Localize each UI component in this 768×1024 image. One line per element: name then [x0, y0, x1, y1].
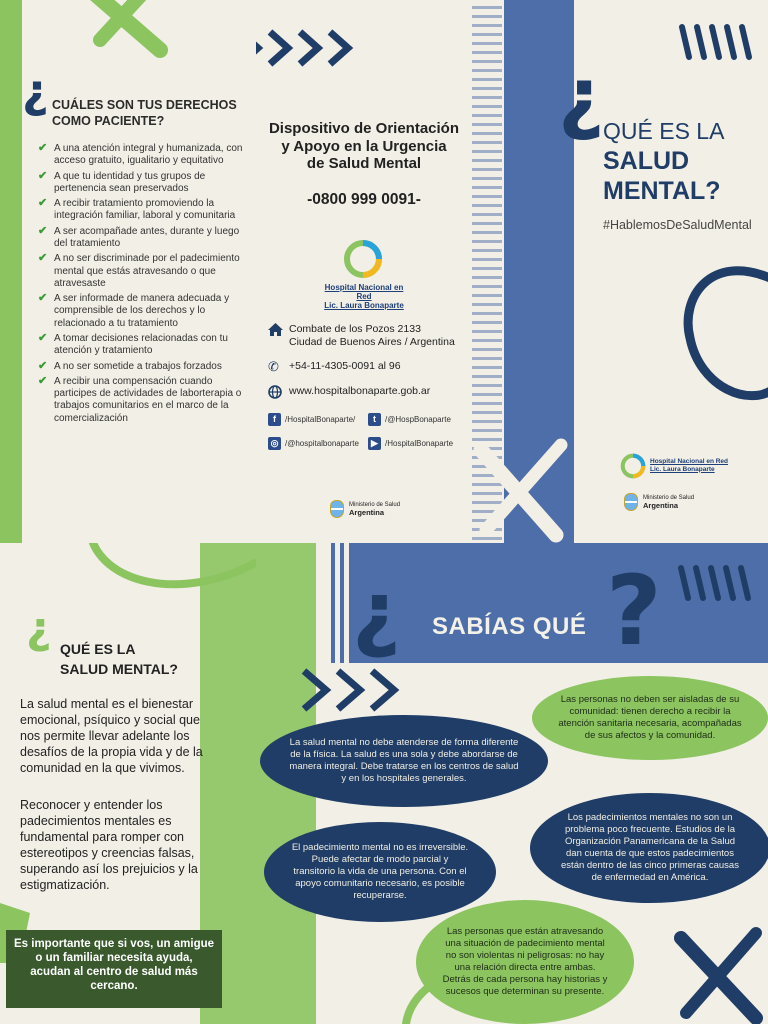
rights-item: ✔ A que tu identidad y tus grupos de pertenencia sean preservados: [38, 169, 206, 194]
facebook-icon: f: [268, 413, 281, 426]
blue-paint-band: [346, 543, 768, 663]
cover-title: QUÉ ES LA SALUD MENTAL?: [603, 118, 725, 205]
youtube-icon: ▶: [368, 437, 381, 450]
blue-paint-band-edge: [326, 543, 350, 663]
slashes-icon: [677, 22, 767, 62]
rights-item: ✔ A una atención integral y humanizada, con acceso gratuito, igualitario y equitativo: [38, 142, 243, 167]
check-icon: ✔: [38, 359, 48, 372]
slashes-icon: [676, 563, 768, 603]
facebook-link[interactable]: f /HospitalBonaparte/: [268, 413, 355, 426]
argentina-shield-icon: [624, 493, 638, 511]
instagram-icon: ◎: [268, 437, 281, 450]
globe-icon: [268, 385, 284, 403]
helpline-phone: -0800 999 0091-: [307, 191, 421, 208]
fact-bubble: Las personas no deben ser aisladas de su comunidad: tienen derecho a recibir la atención sanitaria necesaria, acompañadas de sus afectos y la comunidad.: [532, 676, 768, 760]
x-brush-icon: [75, 0, 175, 60]
question-mark-icon: ¿: [558, 50, 605, 143]
what-is-title: QUÉ ES LA SALUD MENTAL?: [60, 641, 178, 677]
x-brush-icon: [666, 923, 768, 1024]
rights-item: ✔ A no ser discriminade por el padecimiento mental que estás atravesando o que atravesaste: [38, 252, 240, 289]
what-is-paragraph-1: La salud mental es el bienestar emocional, psíquico y social que nos permite llevar adelante los desafíos de la propia vida y de la comunidad en la que vivimos.: [20, 697, 203, 775]
address-row: Combate de los Pozos 2133 Ciudad de Buenos Aires / Argentina: [268, 323, 455, 349]
check-icon: ✔: [38, 331, 48, 344]
rights-item: ✔ A ser acompañade antes, durante y luego del tratamiento: [38, 224, 240, 249]
hospital-name: Hospital Nacional en Red Lic. Laura Bonaparte: [650, 458, 729, 473]
rights-item: ✔ A ser informade de manera adecuada y comprensible de los derechos y lo relacionado a tu tratamiento: [38, 292, 230, 329]
what-is-paragraph-2: Reconocer y entender los padecimientos mentales es fundamental para romper con estereotipos y creencias falsas, superando así los prejuicios y la estigmatización.: [20, 798, 198, 892]
fact-bubble: El padecimiento mental no es irreversible. Puede afectar de modo parcial y transitorio la vida de una persona. Con el apoyo comunitario necesario, es posible recuperarse.: [264, 822, 496, 922]
question-mark-close-icon: ?: [606, 555, 662, 667]
contact-panel: [256, 0, 472, 543]
check-icon: ✔: [38, 197, 48, 210]
green-paint-strip: [0, 0, 22, 543]
website-link[interactable]: www.hospitalbonaparte.gob.ar: [289, 385, 431, 397]
fact-bubble: Los padecimientos mentales no son un problema poco frecuente. Estudios de la Organización Panamericana de la Salud dan cuenta de que estos padecimientos están dentro de las cinco primeras causas de enfermedad en América.: [530, 793, 768, 903]
check-icon: ✔: [38, 224, 48, 237]
instagram-link[interactable]: ◎ /@hospitalbonaparte: [268, 437, 359, 450]
fact-bubble: La salud mental no debe atenderse de forma diferente de la física. La salud es una sola y debe abordarse de manera integral. Debe tratarse en los centros de salud y en los hospitales generales.: [260, 715, 548, 807]
contact-title: Dispositivo de Orientación y Apoyo en la Urgencia de Salud Mental: [268, 120, 460, 172]
phone-row: ✆ +54-11-4305-0091 al 96: [268, 359, 401, 374]
check-icon: ✔: [38, 169, 48, 182]
rights-item: ✔ A recibir tratamiento promoviendo la integración familiar, laboral y comunitaria: [38, 197, 236, 222]
x-brush-icon: [472, 430, 576, 543]
fact-bubble: Las personas que están atravesando una situación de padecimiento mental no son violentas ni peligrosas: no hay una relación directa entre ambas. Detrás de cada persona hay historias y sucesos que determinan su presente.: [416, 900, 634, 1024]
check-icon: ✔: [38, 292, 48, 305]
rights-item: ✔ A recibir una compensación cuando participes de actividades de laborterapia o trabajos comunitarios en el marco de la comercialización: [38, 374, 242, 424]
twitter-icon: t: [368, 413, 381, 426]
argentina-shield-icon: [330, 500, 344, 518]
rights-item: ✔ A tomar decisiones relacionadas con tu atención y tratamiento: [38, 331, 228, 357]
hashtag: #HablemosDeSaludMental: [603, 218, 752, 232]
check-icon: ✔: [38, 142, 48, 154]
rights-item: ✔ A no ser sometide a trabajos forzados: [38, 359, 222, 372]
rights-list: [38, 143, 252, 428]
check-icon: ✔: [38, 374, 48, 387]
help-callout: Es importante que si vos, un amigue o un familiar necesita ayuda, acudan al centro de salud más cercano.: [6, 930, 222, 1008]
phone-icon: ✆: [268, 359, 279, 374]
hospital-name: Hospital Nacional en Red Lic. Laura Bonaparte: [324, 283, 404, 310]
home-icon: [268, 323, 284, 340]
circle-brush-icon: [80, 543, 256, 603]
hospital-logo-icon: [620, 453, 646, 479]
rights-panel: [0, 0, 256, 543]
rights-title: CUÁLES SON TUS DERECHOS COMO PACIENTE?: [52, 98, 237, 128]
cover-panel: [472, 0, 768, 543]
question-mark-open-icon: ¿: [352, 563, 401, 661]
what-is-panel: [0, 543, 256, 1024]
youtube-link[interactable]: ▶ /HospitalBonaparte: [368, 437, 453, 450]
question-mark-icon: ¿: [22, 64, 49, 118]
hospital-logo-icon: [344, 240, 382, 278]
facts-heading: SABÍAS QUÉ: [432, 613, 587, 640]
check-icon: ✔: [38, 252, 48, 265]
chevrons-icon: [256, 28, 364, 68]
ministry-logo: Ministerio de Salud Argentina: [624, 493, 694, 511]
circle-brush-icon: [670, 258, 768, 408]
facts-panel: [256, 543, 768, 1024]
twitter-link[interactable]: t /@HospBonaparte: [368, 413, 451, 426]
question-mark-icon: ¿: [26, 603, 52, 654]
web-row[interactable]: [268, 385, 430, 403]
chevrons-icon: [298, 665, 418, 715]
ministry-logo: Ministerio de Salud Argentina: [330, 500, 400, 518]
